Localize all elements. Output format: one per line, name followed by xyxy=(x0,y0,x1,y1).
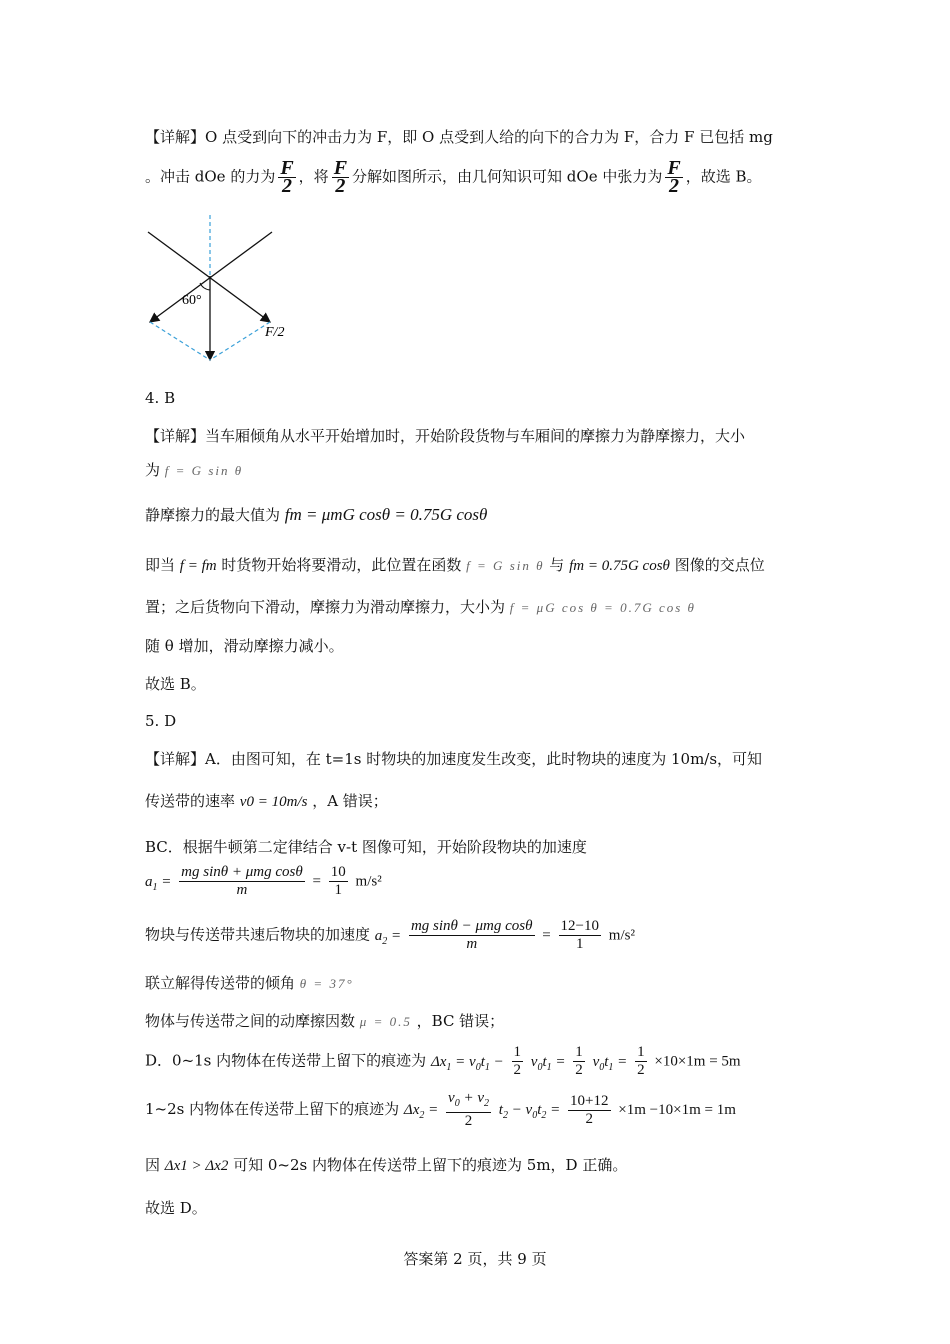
text-segment: ，将 xyxy=(298,167,329,186)
fraction: $\frac{12-10}{1}$ xyxy=(560,918,600,952)
explanation-line: BC．根据牛顿第二定律结合 v-t 图像可知，开始阶段物块的加速度 xyxy=(145,838,587,856)
formula: μ = 0.5 xyxy=(359,1014,412,1029)
text-segment: 可知 0~2s 内物体在传送带上留下的痕迹为 5m，D 正确。 xyxy=(233,1156,628,1174)
fraction: $\frac{\text{mg sinθ + μmg cosθ}}{m}$ xyxy=(181,864,303,898)
page-footer: 答案第 2 页，共 9 页 xyxy=(403,1250,547,1268)
text-segment: 1~2s 内物体在传送带上留下的痕迹为 xyxy=(145,1100,400,1118)
explanation-line xyxy=(145,504,487,526)
fraction-f-over-2: $\frac{F}{2}$ xyxy=(333,157,348,197)
formula: f = G sin θ xyxy=(466,558,545,573)
question-number: 4. B xyxy=(145,389,176,407)
formula: f = G sin θ xyxy=(164,463,244,478)
formula: f = μG cos θ = 0.7G cos θ xyxy=(509,600,696,615)
text-segment: 传送带的速率 xyxy=(145,792,236,810)
explanation-line: 【详解】O 点受到向下的冲击力为 F，即 O 点受到人给的向下的合力为 F，合力 F 已包括 mg xyxy=(145,128,773,146)
fraction: $\frac{10}{1}$ xyxy=(330,864,346,898)
force-label: F/2 xyxy=(265,325,285,340)
unit: m/s² xyxy=(355,873,382,890)
explanation-line: 【详解】当车厢倾角从水平开始增加时，开始阶段货物与车厢间的摩擦力为静摩擦力，大小 xyxy=(145,427,746,445)
text-segment: ，BC 错误； xyxy=(416,1012,505,1030)
formula: θ = 37° xyxy=(299,976,354,991)
question-number: 5. D xyxy=(145,712,177,730)
explanation-line: 1~2s 内物体在传送带上留下的痕迹为 $\Delta x_2$ = $\frac{v_0 + v_2}{2}$ $t_2 - v_0t_2$ = $\frac{10+12}{2}$ ×1m −10×1m = 1m xyxy=(145,1090,736,1129)
dashed-component-line xyxy=(150,322,210,360)
text-segment: ，A 错误； xyxy=(312,792,388,810)
explanation-line xyxy=(145,1010,504,1033)
text-segment: 物块与传送带共速后物块的加速度 xyxy=(145,925,371,944)
explanation-line: 物块与传送带共速后物块的加速度 $a_2$ = $\frac{\text{mg sinθ − μmg cosθ}}{m}$ = $\frac{12-10}{1}$ m/s² xyxy=(145,918,635,952)
dashed-component-line xyxy=(210,322,270,360)
text-segment: 物体与传送带之间的动摩擦因数 xyxy=(145,1012,356,1030)
explanation-line: 故选 D。 xyxy=(145,1199,207,1217)
formula: Δx1 > Δx2 xyxy=(164,1158,229,1174)
explanation-line xyxy=(145,459,243,482)
explanation-line: 故选 B。 xyxy=(145,675,206,693)
unit: m/s² xyxy=(608,927,635,944)
explanation-line xyxy=(145,972,354,995)
explanation-line: 随 θ 增加，滑动摩擦力减小。 xyxy=(145,637,344,655)
formula-a1: $a_1$ = $\frac{\text{mg sinθ + μmg cosθ}}{m}$ = $\frac{10}{1}$ m/s² xyxy=(145,864,382,898)
fraction-f-over-2: $\frac{F}{2}$ xyxy=(667,157,681,197)
explanation-line xyxy=(145,157,762,197)
text-segment: 联立解得传送带的倾角 xyxy=(145,974,296,992)
formula: v0 = 10m/s xyxy=(239,794,308,810)
formula-dx1: $\Delta x_1 = v_0t_1$ − xyxy=(430,1053,504,1073)
explanation-line xyxy=(145,554,765,577)
rope-line xyxy=(148,232,270,322)
formula-dx2: $\Delta x_2$ = xyxy=(403,1102,439,1121)
text-segment: 为 xyxy=(145,461,161,479)
rope-line xyxy=(150,232,272,322)
text-segment: 时货物开始将要滑动，此位置在函数 xyxy=(221,556,462,574)
text-segment: 。冲击 dOe 的力为 xyxy=(145,167,276,186)
fraction: $\frac{\text{mg sinθ − μmg cosθ}}{m}$ xyxy=(410,918,533,952)
text-segment: 静摩擦力的最大值为 xyxy=(145,506,281,524)
text-segment: 置；之后货物向下滑动，摩擦力为滑动摩擦力，大小为 xyxy=(145,598,506,616)
formula: fm = μmG cosθ = 0.75G cosθ xyxy=(284,505,488,524)
text-segment: 图像的交点位 xyxy=(674,556,765,574)
text-segment: D．0~1s 内物体在传送带上留下的痕迹为 xyxy=(145,1051,427,1070)
angle-label: 60° xyxy=(182,293,202,308)
text-segment: ，故选 B。 xyxy=(685,167,762,186)
text-segment: 分解如图所示，由几何知识可知 dOe 中张力为 xyxy=(352,167,663,186)
text-segment: 即当 xyxy=(145,556,176,574)
explanation-line xyxy=(145,790,388,813)
explanation-line xyxy=(145,1154,627,1177)
force-diagram xyxy=(140,210,290,370)
formula: f = fm xyxy=(179,558,217,574)
explanation-line: D．0~1s 内物体在传送带上留下的痕迹为 $\Delta x_1 = v_0t_1$ − $\frac{1}{2}$ $v_0t_1$ = $\frac{1}{2}$ $v_0t_1$ = $\frac{1}{2}$ ×10×1m = 5m xyxy=(145,1044,741,1078)
text-segment: 与 xyxy=(549,556,565,574)
fraction-f-over-2: $\frac{F}{2}$ xyxy=(280,157,294,197)
explanation-line: 【详解】A．由图可知，在 t=1s 时物块的加速度发生改变，此时物块的速度为 10m/s，可知 xyxy=(145,750,763,768)
formula: fm = 0.75G cosθ xyxy=(569,558,670,574)
explanation-line xyxy=(145,596,696,619)
text-segment: 因 xyxy=(145,1156,161,1174)
